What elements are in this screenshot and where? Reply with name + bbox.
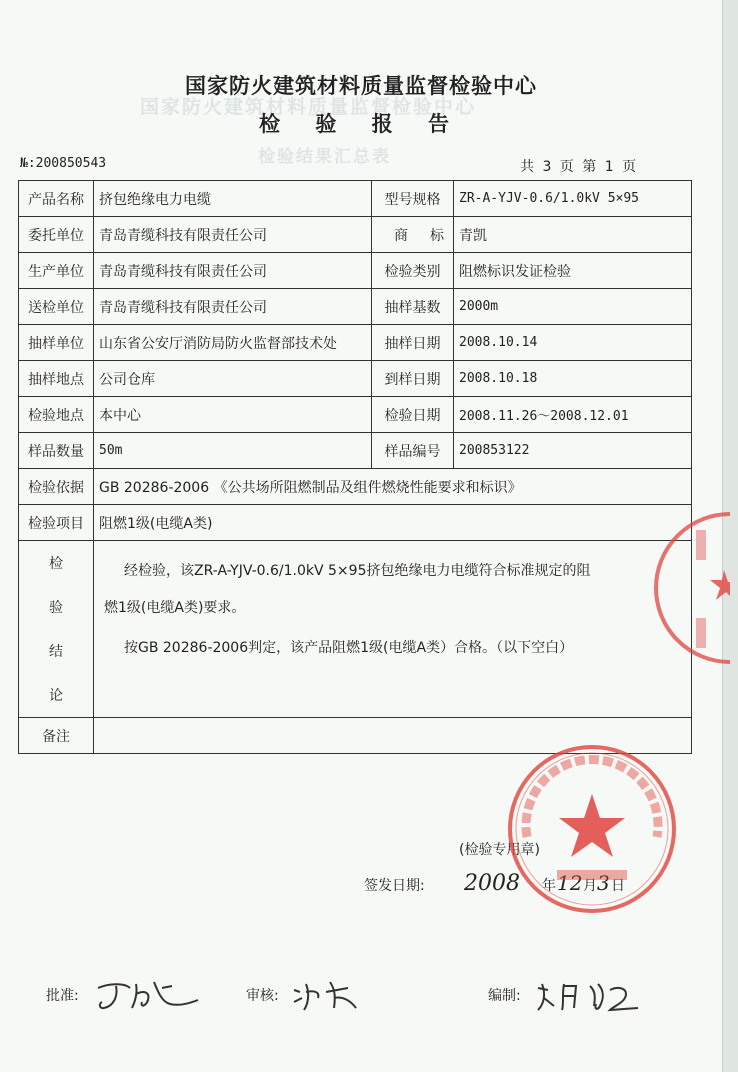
- label-sample-base: 抽样基数: [372, 289, 454, 325]
- conclusion-char: 验: [49, 600, 63, 616]
- label-test-place: 检验地点: [19, 397, 94, 433]
- table-row: [19, 325, 692, 361]
- bleed-through-title: 国家防火建筑材料质量监督检验中心: [140, 96, 477, 118]
- label-sampling-unit: 抽样单位: [19, 325, 94, 361]
- value-items: 阻燃1级(电缆A类): [94, 505, 692, 541]
- conclusion-paragraph-1: 经检验，该ZR-A-YJV-0.6/1.0kV 5×95挤包绝缘电力电缆符合标准规定的阻: [124, 563, 591, 579]
- issue-date-label: 签发日期:: [364, 878, 425, 894]
- label-sample-qty: 样品数量: [19, 433, 94, 469]
- table-row: [19, 433, 692, 469]
- label-client: 委托单位: [19, 217, 94, 253]
- month-char: 月: [583, 878, 597, 894]
- conclusion-row: [19, 541, 692, 718]
- table-row: [19, 505, 692, 541]
- value-arrival-date: 2008.10.18: [454, 361, 692, 397]
- label-sampling-date: 抽样日期: [372, 325, 454, 361]
- institution-title: 国家防火建筑材料质量监督检验中心: [185, 74, 537, 98]
- issue-month: 12: [557, 871, 583, 895]
- value-model: ZR-A-YJV-0.6/1.0kV 5×95: [454, 181, 692, 217]
- bleed-through-subtitle: 检验结果汇总表: [258, 147, 391, 167]
- report-form-table: [18, 180, 692, 896]
- value-sampling-unit: 山东省公安厅消防局防火监督部技术处: [94, 325, 372, 361]
- label-sender: 送检单位: [19, 289, 94, 325]
- official-seal-stamp: [505, 742, 679, 916]
- value-basis: GB 20286-2006 《公共场所阻燃制品及组件燃烧性能要求和标识》: [94, 469, 692, 505]
- seam-stamp: [680, 508, 730, 668]
- table-row: [19, 217, 692, 253]
- label-sampling-place: 抽样地点: [19, 361, 94, 397]
- value-test-place: 本中心: [94, 397, 372, 433]
- value-sender: 青岛青缆科技有限责任公司: [94, 289, 372, 325]
- table-row: [19, 253, 692, 289]
- day-char: 日: [611, 878, 625, 894]
- label-manufacturer: 生产单位: [19, 253, 94, 289]
- value-sample-qty: 50m: [94, 433, 372, 469]
- table-row: [19, 289, 692, 325]
- conclusion-content: [94, 541, 692, 896]
- value-test-category: 阻燃标识发证检验: [454, 253, 692, 289]
- label-trademark: 商标: [372, 217, 454, 253]
- table-row: [19, 397, 692, 433]
- issue-day: 3: [597, 871, 610, 895]
- approve-label: 批准:: [46, 988, 79, 1004]
- table-row: [19, 361, 692, 397]
- label-model: 型号规格: [372, 181, 454, 217]
- conclusion-char: 结: [49, 644, 63, 660]
- label-sample-no: 样品编号: [372, 433, 454, 469]
- seal-note: (检验专用章): [459, 842, 540, 858]
- label-items: 检验项目: [19, 505, 94, 541]
- page-info: 共 3 页 第 1 页: [520, 159, 639, 175]
- compile-signature: [534, 976, 644, 1016]
- compile-label: 编制:: [488, 988, 521, 1004]
- label-basis: 检验依据: [19, 469, 94, 505]
- approve-signature: [92, 974, 202, 1014]
- label-test-date: 检验日期: [372, 397, 454, 433]
- label-product-name: 产品名称: [19, 181, 94, 217]
- value-trademark: 青凯: [454, 217, 692, 253]
- conclusion-paragraph-2: 按GB 20286-2006判定，该产品阻燃1级(电缆A类）合格。（以下空白）: [124, 640, 574, 656]
- year-char: 年: [542, 878, 556, 894]
- value-product-name: 挤包绝缘电力电缆: [94, 181, 372, 217]
- conclusion-char: 论: [49, 688, 63, 704]
- conclusion-char: 检: [49, 556, 63, 572]
- table-row: [19, 181, 692, 217]
- label-arrival-date: 到样日期: [372, 361, 454, 397]
- value-test-date: 2008.11.26～2008.12.01: [454, 397, 692, 433]
- report-number: №:200850543: [20, 156, 107, 171]
- value-sample-no: 200853122: [454, 433, 692, 469]
- issue-year: 2008: [464, 871, 520, 896]
- conclusion-paragraph-1-cont: 燃1级(电缆A类)要求。: [104, 600, 246, 616]
- value-sample-base: 2000m: [454, 289, 692, 325]
- report-title: 检 验 报 告: [259, 112, 463, 136]
- label-test-category: 检验类别: [372, 253, 454, 289]
- review-signature: [290, 974, 370, 1014]
- value-manufacturer: 青岛青缆科技有限责任公司: [94, 253, 372, 289]
- table-row: [19, 469, 692, 505]
- label-conclusion: [19, 541, 94, 718]
- value-client: 青岛青缆科技有限责任公司: [94, 217, 372, 253]
- label-remark: 备注: [19, 718, 94, 754]
- review-label: 审核:: [246, 988, 279, 1004]
- value-sampling-date: 2008.10.14: [454, 325, 692, 361]
- value-sampling-place: 公司仓库: [94, 361, 372, 397]
